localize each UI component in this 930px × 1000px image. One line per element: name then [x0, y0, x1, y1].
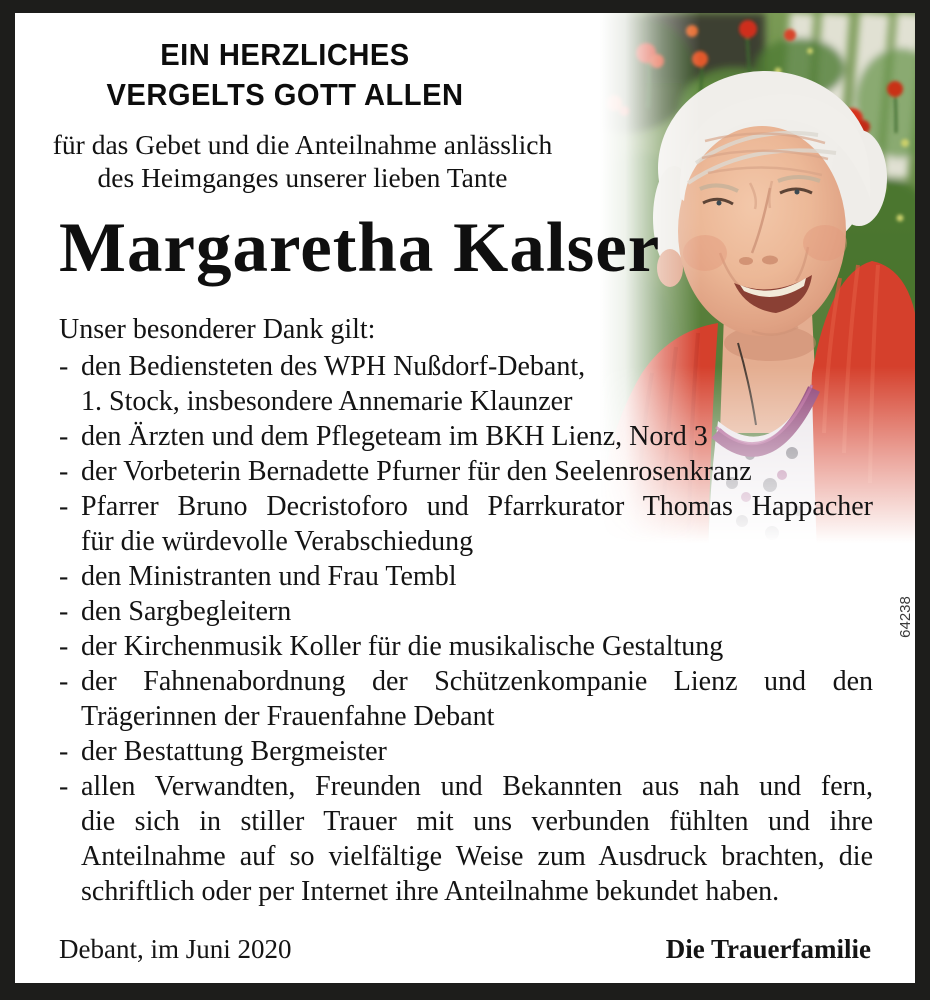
list-dash: - [59, 351, 69, 382]
thanks-line: Pfarrer Bruno Decristoforo und Pfarrkurator Thomas Happacher [81, 491, 873, 522]
thanks-line: 1. Stock, insbesondere Annemarie Klaunzer [81, 386, 573, 417]
thanks-item [59, 629, 873, 664]
thanks-line: den Bediensteten des WPH Nußdorf-Debant, [81, 351, 586, 382]
thanks-item [59, 454, 873, 489]
thanks-line: schriftlich oder per Internet ihre Anteilnahme bekundet haben. [81, 876, 780, 907]
thanks-line: allen Verwandten, Freunden und Bekannten aus nah und fern, [81, 771, 873, 802]
list-dash: - [59, 631, 69, 662]
list-dash: - [59, 561, 69, 592]
thanks-heading: Unser besonderer Dank gilt: [59, 314, 376, 345]
thanks-line: den Ärzten und dem Pflegeteam im BKH Lienz, Nord 3 [81, 421, 708, 452]
thanks-item [59, 559, 873, 594]
list-dash: - [59, 421, 69, 452]
thanks-line: der Bestattung Bergmeister [81, 736, 387, 767]
reference-number: 64238 [897, 596, 914, 638]
intro-text [35, 128, 570, 194]
headline-line1: EIN HERZLICHES [160, 37, 410, 72]
thanks-item [59, 489, 873, 559]
headline-line2: VERGELTS GOTT ALLEN [106, 77, 464, 112]
thanks-line: der Fahnenabordnung der Schützenkompanie Lienz und den [81, 666, 873, 697]
thanks-list [59, 349, 873, 909]
list-dash: - [59, 491, 69, 522]
footer [59, 933, 871, 966]
thanks-item [59, 769, 873, 909]
thanks-line: die sich in stiller Trauer mit uns verbunden fühlten und ihre [81, 806, 873, 837]
thanks-line: für die würdevolle Verabschiedung [81, 526, 474, 557]
list-dash: - [59, 666, 69, 697]
thanks-line: der Vorbeterin Bernadette Pfurner für den Seelenrosenkranz [81, 456, 752, 487]
headline [31, 35, 539, 115]
intro-line2: des Heimganges unserer lieben Tante [97, 162, 508, 193]
place-date: Debant, im Juni 2020 [59, 934, 292, 964]
thanks-item [59, 419, 873, 454]
obituary-card [15, 13, 915, 983]
intro-line1: für das Gebet und die Anteilnahme anlässlich [52, 129, 553, 160]
list-dash: - [59, 596, 69, 627]
thanks-line: Trägerinnen der Frauenfahne Debant [81, 701, 495, 732]
list-dash: - [59, 456, 69, 487]
deceased-name: Margaretha Kalser [59, 209, 661, 287]
thanks-item [59, 349, 873, 419]
thanks-line: den Ministranten und Frau Tembl [81, 561, 457, 592]
thanks-item [59, 594, 873, 629]
thanks-line: der Kirchenmusik Koller für die musikalische Gestaltung [81, 631, 724, 662]
thanks-line: den Sargbegleitern [81, 596, 292, 627]
thanks-item [59, 734, 873, 769]
thanks-item [59, 664, 873, 734]
thanks-line: Anteilnahme auf so vielfältige Weise zum Ausdruck brachten, die [81, 841, 873, 872]
list-dash: - [59, 771, 69, 802]
list-dash: - [59, 736, 69, 767]
signature: Die Trauerfamilie [665, 934, 871, 964]
